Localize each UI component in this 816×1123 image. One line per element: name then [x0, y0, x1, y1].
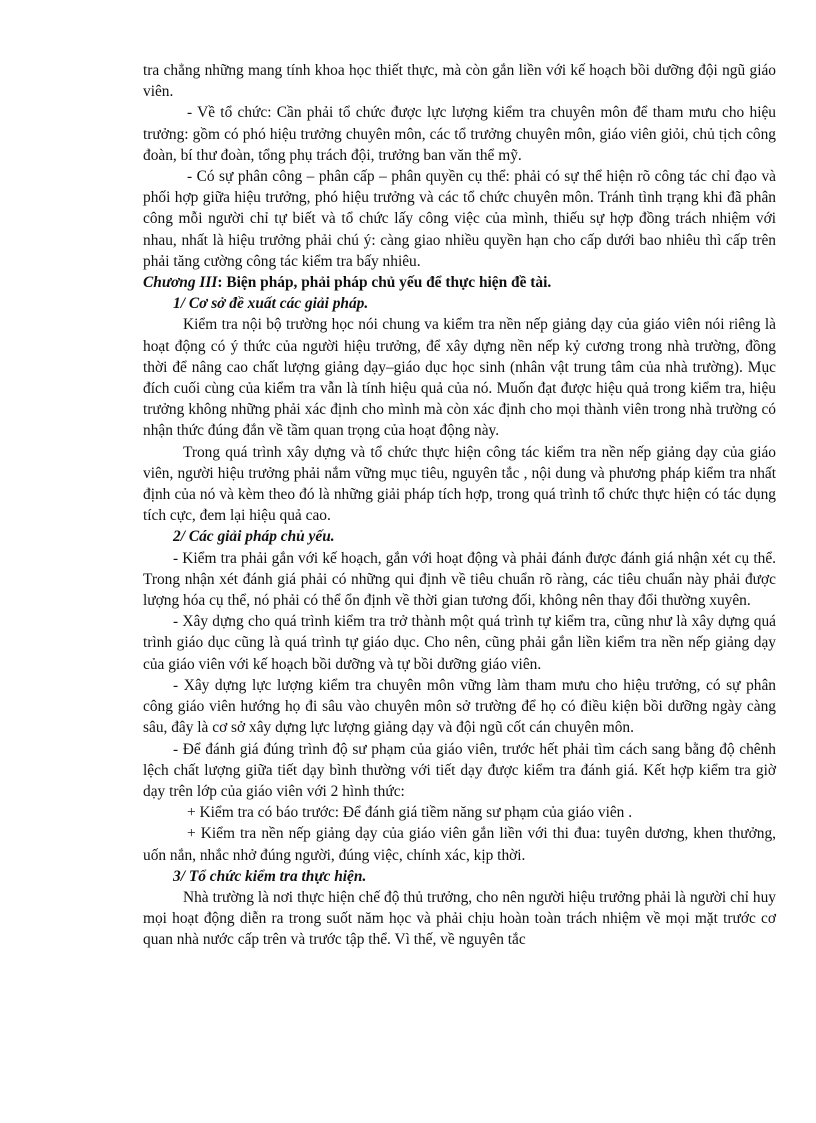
paragraph-assignment: - Có sự phân công – phân cấp – phân quyền cụ thể: phải có sự thể hiện rõ công tác chỉ đạo và phối hợp giữa hiệu trưởng, phó hiệu trưởng và các tổ chức chuyên môn. Tránh tình trạng khi đã phân công mỗi người chỉ tự biết và tổ chức lấy công việc của mình, thiếu sự hợp đồng trách nhiệm với nhau, nhất là hiệu trưởng phải chú ý: càng giao nhiều quyền hạn cho cấp dưới bao nhiêu thì cấp trên phải tăng cường công tác kiểm tra bấy nhiêu.: [143, 168, 776, 270]
bullet-item-2: + Kiểm tra nền nếp giảng dạy của giáo viên gắn liền với thi đua: tuyên dương, khen thưởng, uốn nắn, nhắc nhở đúng người, đúng việc, chính xác, kịp thời.: [143, 825, 776, 864]
paragraph-s1-b: Trong quá trình xây dựng và tổ chức thực hiện công tác kiểm tra nền nếp giảng dạy của giáo viên, người hiệu trưởng phải nắm vững mục tiêu, nguyên tắc , nội dung và phương pháp kiểm tra nhất định của nó và kèm theo đó là những giải pháp tích hợp, trong quá trình tổ chức thực hiện có tác dụng tích cực, đem lại hiệu quả cao.: [143, 443, 776, 525]
paragraph-s3-a: Nhà trường là nơi thực hiện chế độ thủ trưởng, cho nên người hiệu trưởng phải là người chỉ huy mọi hoạt động diễn ra trong suốt năm học và phải chịu hoàn toàn trách nhiệm về mọi mặt trước cơ quan nhà nước cấp trên và trước tập thể. Vì thế, về nguyên tắc: [143, 888, 776, 949]
paragraph-organization: - Về tổ chức: Cần phải tổ chức được lực lượng kiểm tra chuyên môn để tham mưu cho hiệu trưởng: gồm có phó hiệu trưởng chuyên môn, các tổ trưởng chuyên môn, giáo viên giỏi, chủ tịch công đoàn, bí thư đoàn, tổng phụ trách đội, trưởng ban văn thể mỹ.: [143, 104, 776, 164]
paragraph-s2-a: - Kiểm tra phải gắn với kế hoạch, gắn với hoạt động và phải đánh được đánh giá nhận xét cụ thể. Trong nhận xét đánh giá phải có những qui định về tiêu chuẩn rõ ràng, các tiêu chuẩn này phải được lượng hóa cụ thể, nó phải có thể ổn định về thời gian tương đối, không nên thay đổi thường xuyên.: [143, 549, 776, 610]
bullet-item-1: + Kiểm tra có báo trước: Để đánh giá tiềm năng sư phạm của giáo viên .: [187, 804, 633, 822]
paragraph-intro: tra chẳng những mang tính khoa học thiết thực, mà còn gắn liền với kế hoạch bồi dưỡng đội ngũ giáo viên.: [143, 62, 776, 101]
paragraph-s1-a: Kiểm tra nội bộ trường học nói chung va kiểm tra nền nếp giảng dạy của giáo viên nói riêng là hoạt động có ý thức của người hiệu trưởng, để xây dựng nền nếp kỷ cương trong nhà trường, đồng thời để nâng cao chất lượng giảng dạy–giáo dục học sinh (nhân vật trung tâm của nhà trường). Mục đích cuối cùng của kiểm tra vẫn là tính hiệu quả của nó. Muốn đạt được hiệu quả trong kiểm tra, hiệu trưởng không những phải xác định cho mình mà còn xác định cho mọi thành viên trong nhà trường có nhận thức đúng đắn về tầm quan trọng của hoạt động này.: [143, 316, 776, 440]
section-heading-1: 1/ Cơ sở đề xuất các giải pháp.: [173, 295, 369, 313]
chapter-title: : Biện pháp, phải pháp chủ yếu để thực hiện đề tài.: [217, 274, 552, 292]
chapter-label: Chương III: [143, 274, 218, 292]
section-heading-3: 3/ Tổ chức kiểm tra thực hiện.: [173, 867, 367, 885]
section-heading-2: 2/ Các giải pháp chủ yếu.: [173, 528, 335, 546]
chapter-heading: [143, 272, 776, 293]
paragraph-s2-c: - Xây dựng lực lượng kiểm tra chuyên môn vững làm tham mưu cho hiệu trưởng, có sự phân công giáo viên hướng họ đi sâu vào chuyên môn sở trường để họ có điều kiện bồi dưỡng ngày càng sâu, đây là cơ sở xây dựng lực lượng giảng dạy và đội ngũ cốt cán chuyên môn.: [143, 676, 776, 737]
paragraph-s2-d: - Để đánh giá đúng trình độ sư phạm của giáo viên, trước hết phải tìm cách sang bằng độ chênh lệch chất lượng giữa tiết dạy bình thường với tiết dạy được kiểm tra đánh giá. Kết hợp kiểm tra giờ dạy trên lớp của giáo viên với 2 hình thức:: [143, 740, 776, 800]
document-page: [143, 60, 776, 951]
paragraph-s2-b: - Xây dựng cho quá trình kiểm tra trở thành một quá trình tự kiểm tra, cũng như là xây dựng quá trình giáo dục cũng là quá trình tự giáo dục. Cho nên, cũng phải gắn liền kiểm tra nền nếp giảng dạy của giáo viên với kế hoạch bồi dưỡng và tự bồi dưỡng giáo viên.: [143, 613, 776, 673]
